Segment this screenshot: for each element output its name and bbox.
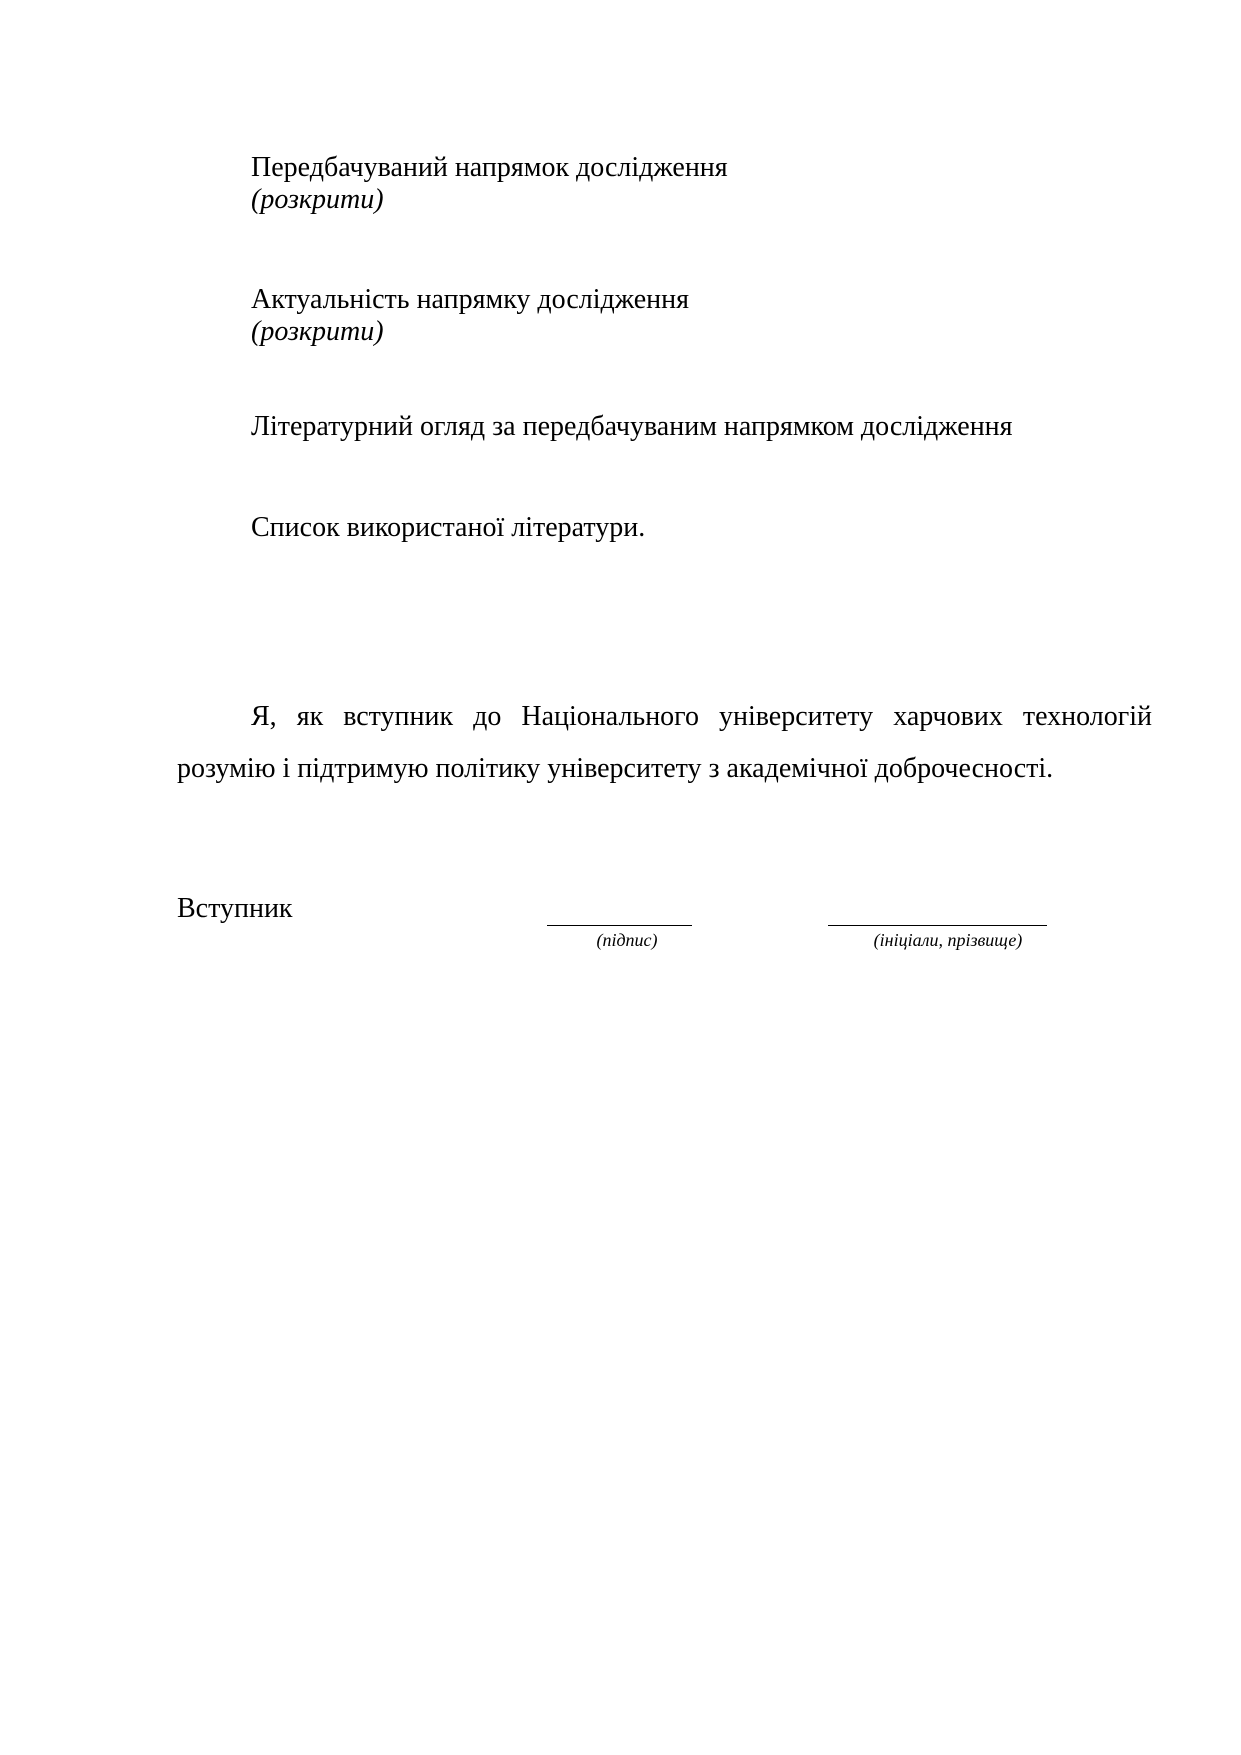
name-caption: (ініціали, прізвище) — [873, 930, 1023, 950]
section-note: (розкрити) — [251, 184, 384, 215]
statement-line-1: Я, як вступник до Національного університету харчових технологій — [251, 701, 1152, 732]
section-note: (розкрити) — [251, 316, 384, 347]
signature-line — [547, 925, 692, 926]
section-research-relevance — [251, 284, 1151, 348]
section-research-direction — [251, 152, 1151, 216]
integrity-statement — [177, 691, 1152, 795]
statement-line-2: розумію і підтримую політику університету з академічної доброчесності. — [177, 753, 1054, 784]
section-heading: Актуальність напрямку дослідження — [251, 284, 690, 315]
section-heading: Список використаної літератури. — [251, 512, 646, 543]
section-references — [251, 512, 1151, 544]
section-heading: Передбачуваний напрямок дослідження — [251, 152, 728, 183]
section-literature-review — [251, 411, 1151, 443]
applicant-label: Вступник — [177, 893, 293, 924]
section-heading: Літературний огляд за передбачуваним напрямком дослідження — [251, 411, 1013, 442]
name-line — [828, 925, 1047, 926]
signature-caption: (підпис) — [596, 930, 658, 950]
